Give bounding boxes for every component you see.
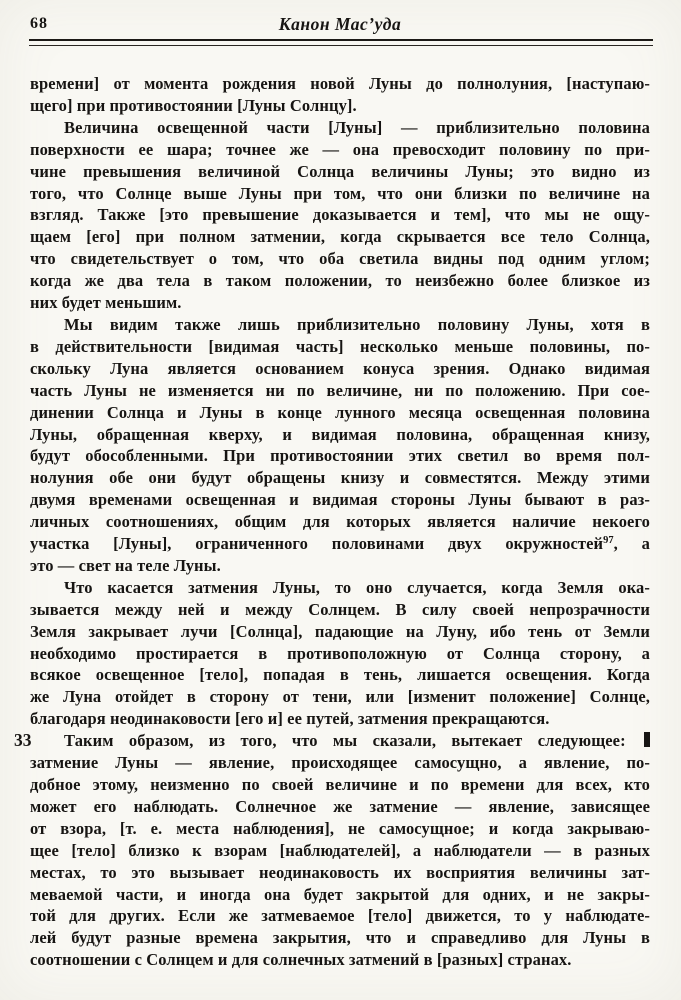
paragraph xyxy=(30,314,650,577)
text-line: Луны, обращенная кверху, и видимая половина, обращенная книзу, xyxy=(30,424,650,444)
paragraph xyxy=(30,73,650,117)
text-line: Что касается затмения Луны, то оно случается, когда Земля ока- xyxy=(64,577,650,597)
paragraph xyxy=(30,117,650,314)
text-line: же Луна отойдет в сторону от тени, или [изменит положение] Солнце, xyxy=(30,687,650,707)
text-line: часть Луны не изменяется ни по величине, ни по положению. При сое- xyxy=(30,380,650,400)
text-line: той для других. Если же затмеваемое [тело] движется, то у наблюдате- xyxy=(30,906,650,926)
text-line: скольку Луна является основанием конуса зрения. Однако видимая xyxy=(30,358,650,378)
text-line: щаем [его] при полном затмении, когда скрывается все тело Солнца, xyxy=(30,227,650,247)
header-rule xyxy=(29,39,653,46)
text-line: времени] от момента рождения новой Луны до полнолуния, [наступаю- xyxy=(30,74,650,93)
text-line: поверхности ее шара; точнее же — она превосходит половину по при- xyxy=(30,139,650,159)
text-line: всякое освещенное [тело], попадая в тень, лишается освещения. Когда xyxy=(30,665,650,685)
text-line: что свидетельствует о том, что оба светила видны под одним углом; xyxy=(30,249,650,269)
text-line: когда же два тела в таком положении, то неизбежно более близкое из xyxy=(30,271,650,291)
text-line: местах, то это вызывает неодинаковость их восприятия величины зат- xyxy=(30,862,650,882)
text-line: чине превышения величиной Солнца величины Луны; это видно из xyxy=(30,161,650,181)
text-line: того, что Солнце выше Луны при том, что они близки по величине на xyxy=(30,183,650,203)
text-line: Таким образом, из того, что мы сказали, вытекает следующее: xyxy=(30,730,650,752)
text-line: взгляд. Также [это превышение доказывается и тем], что мы не ощу- xyxy=(30,205,650,225)
text-line: добное этому, неизменно по своей величине и по времени для всех, кто xyxy=(30,775,650,794)
text-line: них будет меньшим. xyxy=(30,293,182,313)
text-line: динении Солнца и Луны в конце лунного месяца освещенная половина xyxy=(30,402,650,422)
text-line: зывается между ней и между Солнцем. В силу своей непрозрачности xyxy=(30,599,650,619)
page-number: 68 xyxy=(30,15,48,32)
text-line: благодаря неодинаковости [его и] ее путей, затмения прекращаются. xyxy=(30,709,550,729)
text-line: Величина освещенной части [Луны] — приблизительно половина xyxy=(64,117,650,137)
text-line: будут обособленными. При противостоянии этих светил во время пол- xyxy=(30,446,650,466)
paragraph xyxy=(30,730,650,971)
page-header xyxy=(30,13,650,37)
text-line: соотношении с Солнцем и для солнечных затмений в [разных] странах. xyxy=(30,950,572,970)
text-line: нолуния обе они будут обращены книзу и совместятся. Между этими xyxy=(30,468,650,488)
text-line: в действительности [видимая часть] несколько меньше половины, по- xyxy=(30,336,650,356)
text-line: щего] при противостоянии [Луны Солнцу]. xyxy=(30,95,357,115)
text-line: Земля закрывает лучи [Солнца], падающие на Луну, ибо тень от Земли xyxy=(30,621,650,641)
text-line: лей будут разные времена закрытия, что и справедливо для Луны в xyxy=(30,928,650,948)
text-line: щее [тело] близко к взорам [наблюдателей], а наблюдатели — в разных xyxy=(30,840,650,860)
text-line: меваемой части, и иногда она будет закрытой для одних, и не закры- xyxy=(30,884,650,904)
text-line: затмение Луны — явление, происходящее самосущно, а явление, по- xyxy=(30,753,650,773)
text-line: от взора, [т. е. места наблюдения], не самосущное; и когда закрываю- xyxy=(30,818,650,838)
footnote-ref: 97 xyxy=(603,535,614,547)
margin-folio-number: 33 xyxy=(14,730,32,750)
text-line: может его наблюдать. Солнечное же затмение — явление, зависящее xyxy=(30,796,650,816)
paragraph xyxy=(30,577,650,730)
text-line: Мы видим также лишь приблизительно половину Луны, хотя в xyxy=(64,314,650,334)
text-line: личных соотношениях, общим для которых является наличие некоего xyxy=(30,512,650,532)
body-text xyxy=(30,73,650,971)
folio-break-mark xyxy=(644,732,650,747)
text-line: двумя временами освещенная и видимая стороны Луны бывают в раз- xyxy=(30,490,650,510)
running-title: Канон Мас’уда xyxy=(278,14,402,34)
text-line: участка [Луны], ограниченного половинами двух окружностей$^{97}$, а xyxy=(30,534,650,554)
text-line: необходимо простирается в противоположную от Солнца сторону, а xyxy=(30,643,650,663)
text-line: это — свет на теле Луны. xyxy=(30,555,221,575)
